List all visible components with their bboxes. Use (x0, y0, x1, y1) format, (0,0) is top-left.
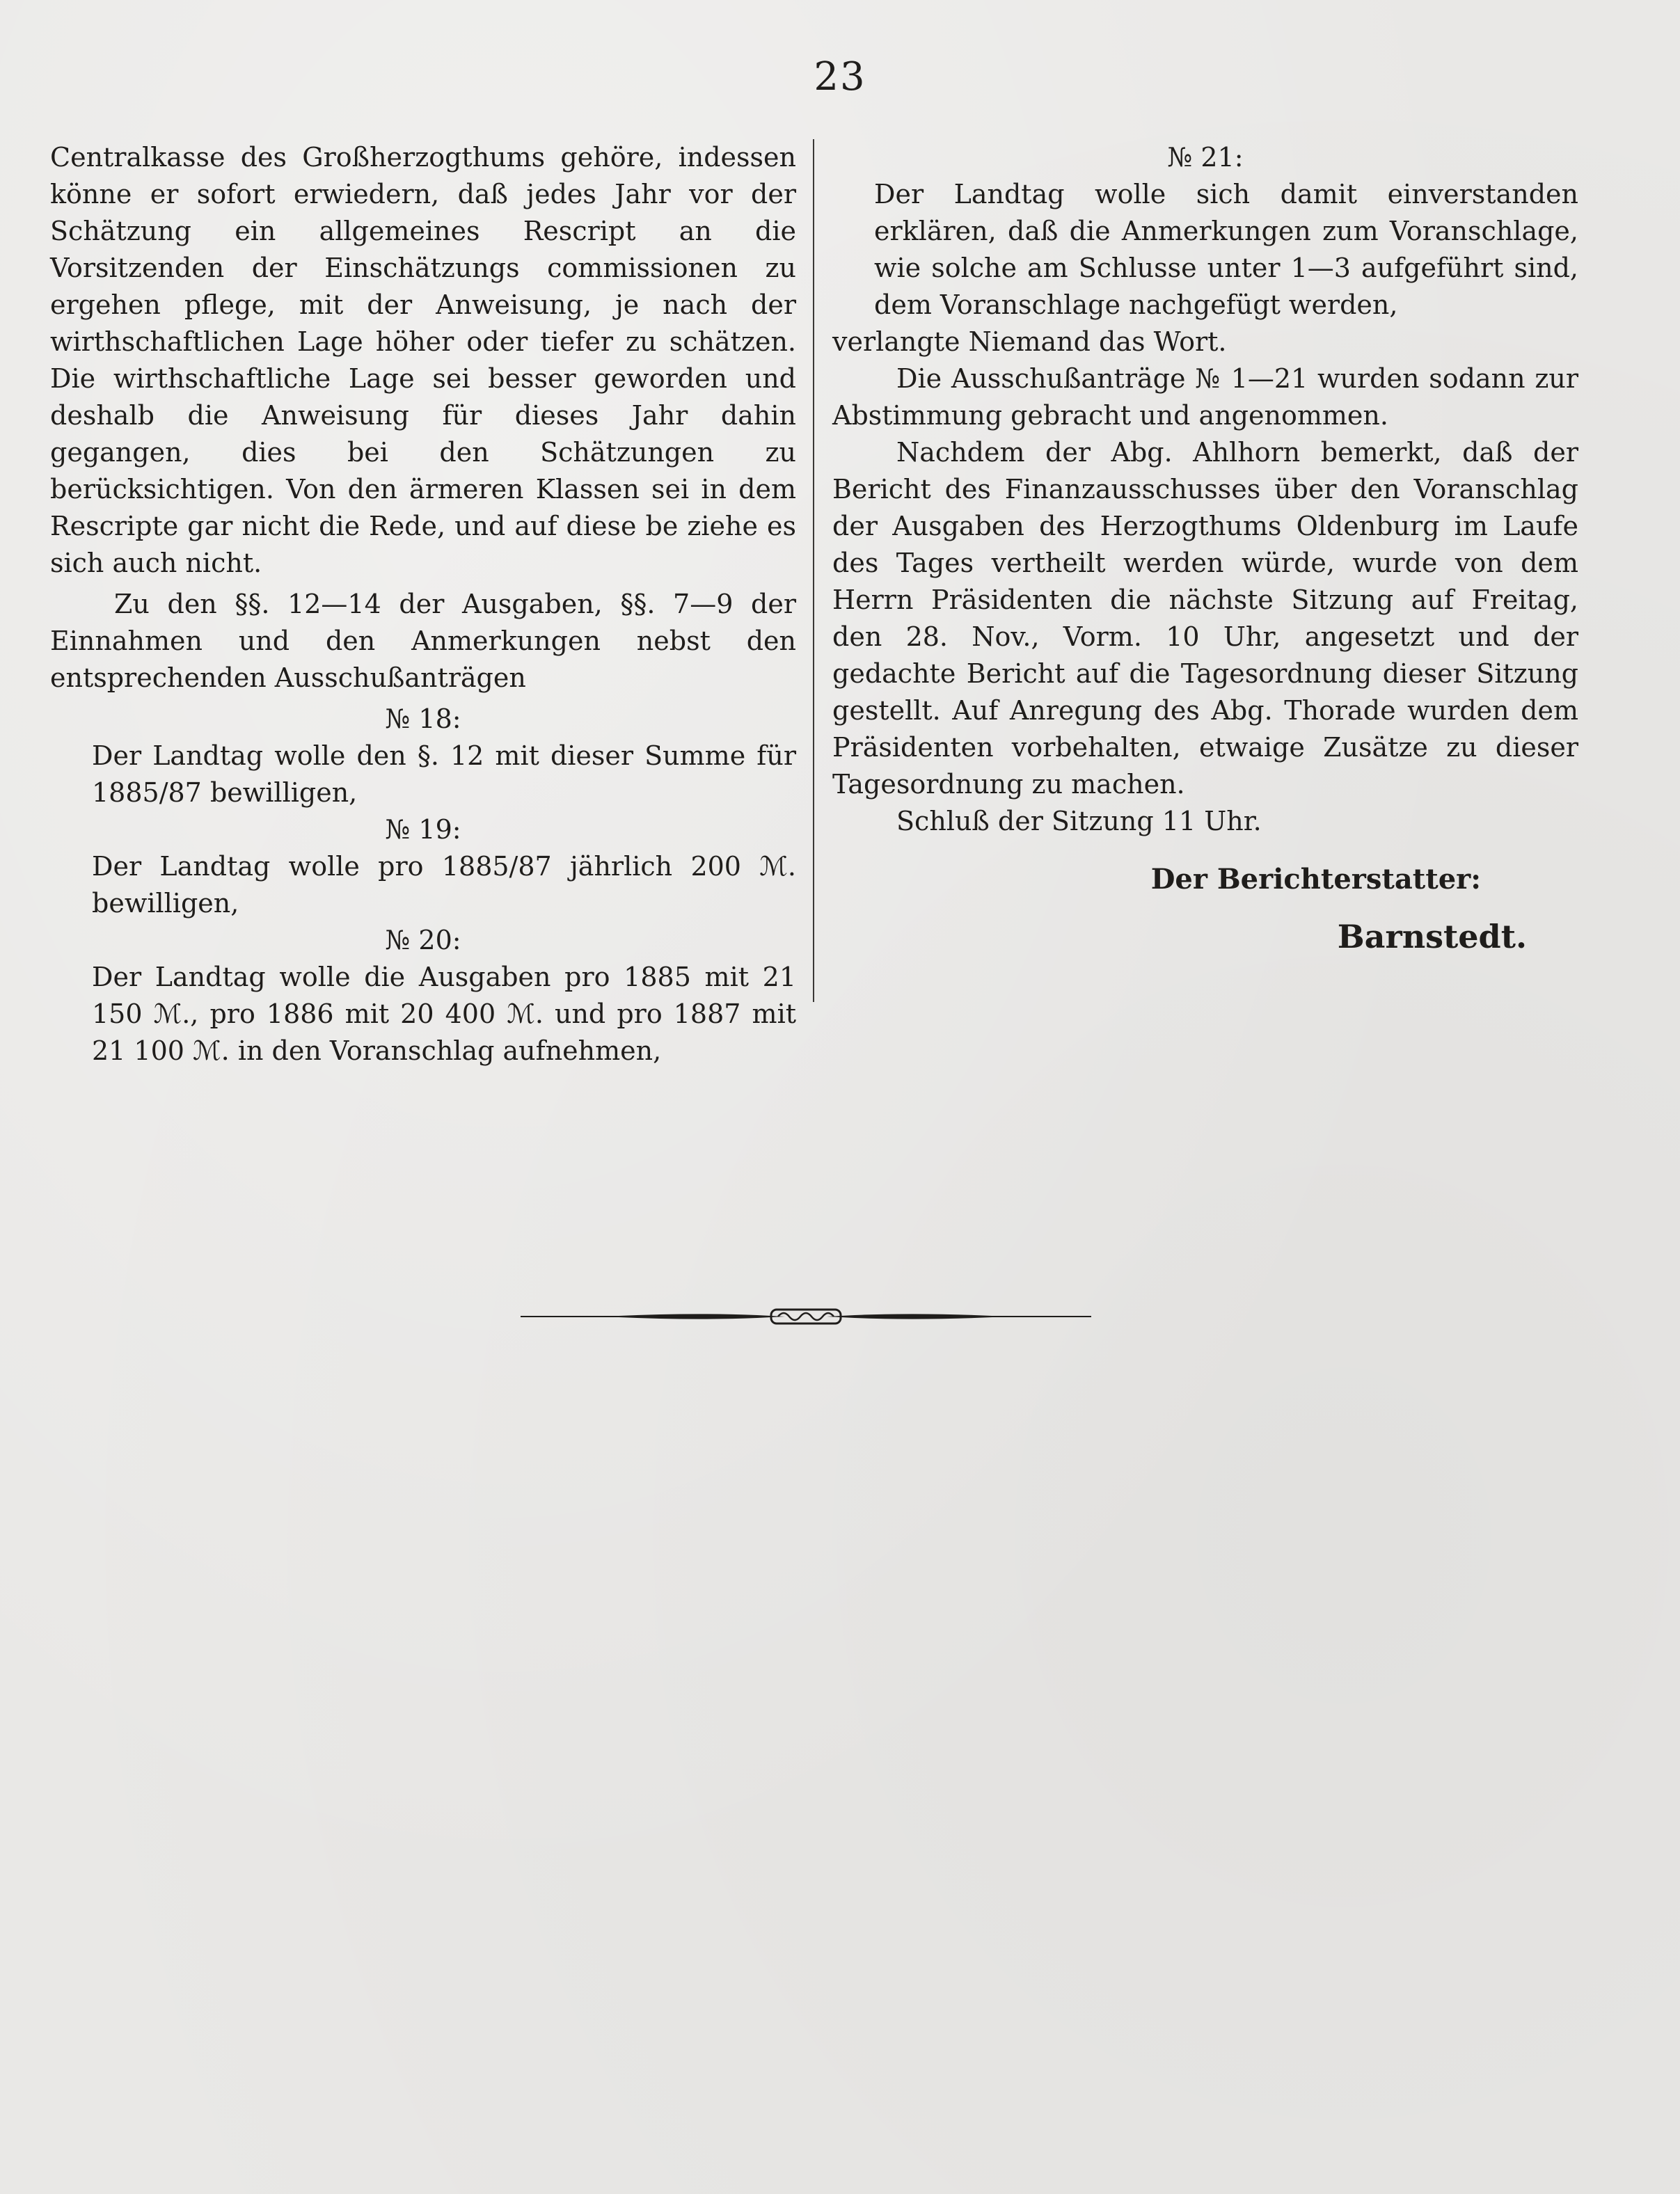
reporter-name: Barnstedt. (1337, 918, 1527, 955)
text-line: allgemeines Rescript an die Vorsitzenden der Einschätzungs (50, 216, 797, 283)
text-line: wirthschaftliche Lage sei besser geworden und deshalb die (50, 363, 797, 431)
closing-line: Schluß der Sitzung 11 Uhr. (896, 806, 1262, 836)
motion-text: Der Landtag wolle den §. 12 mit dieser Summe für 1885/87 bewilligen, (92, 740, 796, 808)
column-divider (813, 139, 814, 1002)
reporter-label: Der Berichterstatter: (1150, 863, 1481, 896)
text-line: der wirthschaftlichen Lage höher oder tiefer zu schätzen. Die (50, 289, 796, 394)
text-line: sofort erwiedern, daß jedes Jahr vor der Schätzung ein (50, 179, 796, 246)
text-line: Anweisung für dieses Jahr dahin gegangen, dies bei den (50, 400, 796, 468)
text-line: Centralkasse des Großherzogthums gehöre, indessen könne er (50, 142, 796, 209)
paragraph-agenda: Nachdem der Abg. Ahlhorn bemerkt, daß der Bericht des Finanzausschusses über den Voranschlag der Ausgaben des Herzogthums Oldenburg im Laufe des Tages vertheilt werden würde, wurde von dem Herrn Präsidenten die nächste Sitzung auf Freitag, den 28. Nov., Vorm. 10 Uhr, angesetzt und der gedachte Bericht auf die Tagesordnung dieser Sitzung gestellt. Auf Anregung des Abg. Thorade wurden dem Präsidenten vorbehalten, etwaige Zusätze zu dieser Tagesordnung zu machen. (832, 437, 1578, 800)
text-line: sei in dem Rescripte gar nicht die Rede, und auf diese be (50, 474, 796, 541)
text-line: commissionen zu ergehen pflege, mit der Anweisung, je nach (50, 253, 796, 320)
text-line: Schätzungen zu berücksichtigen. Von den ärmeren Klassen (50, 437, 797, 504)
motion-number: № 21: (1167, 142, 1244, 173)
text-line: ziehe es sich auch nicht. (50, 511, 796, 578)
no-speakers-line: verlangte Niemand das Wort. (832, 326, 1227, 357)
right-column (832, 139, 1578, 955)
motion-number: № 19: (385, 814, 461, 845)
paragraph-vote: Die Ausschußanträge № 1—21 wurden sodann zur Abstimmung gebracht und angenommen. (832, 363, 1578, 431)
motion-number: № 20: (385, 925, 461, 955)
paragraph-rescript (50, 139, 796, 582)
motion-text: Der Landtag wolle die Ausgaben pro 1885 mit 21 150 ℳ., pro 1886 mit 20 400 ℳ. und pro 1887 mit 21 100 ℳ. in den Voranschlag aufnehmen, (92, 962, 796, 1066)
paragraph-sections: Zu den §§. 12—14 der Ausgaben, §§. 7—9 der Einnahmen und den Anmerkungen nebst den entsprechenden Ausschußanträgen (50, 589, 796, 693)
pen-nib-ornament-icon (521, 1300, 1091, 1333)
motion-number: № 18: (385, 703, 461, 734)
left-column (50, 139, 796, 1070)
motion-text: Der Landtag wolle sich damit einverstanden erklären, daß die Anmerkungen zum Voranschlage, wie solche am Schlusse unter 1—3 aufgeführt sind, dem Voranschlage nachgefügt werden, (874, 179, 1578, 320)
page-number: 23 (814, 54, 866, 100)
motion-text: Der Landtag wolle pro 1885/87 jährlich 200 ℳ. bewilligen, (92, 851, 796, 919)
